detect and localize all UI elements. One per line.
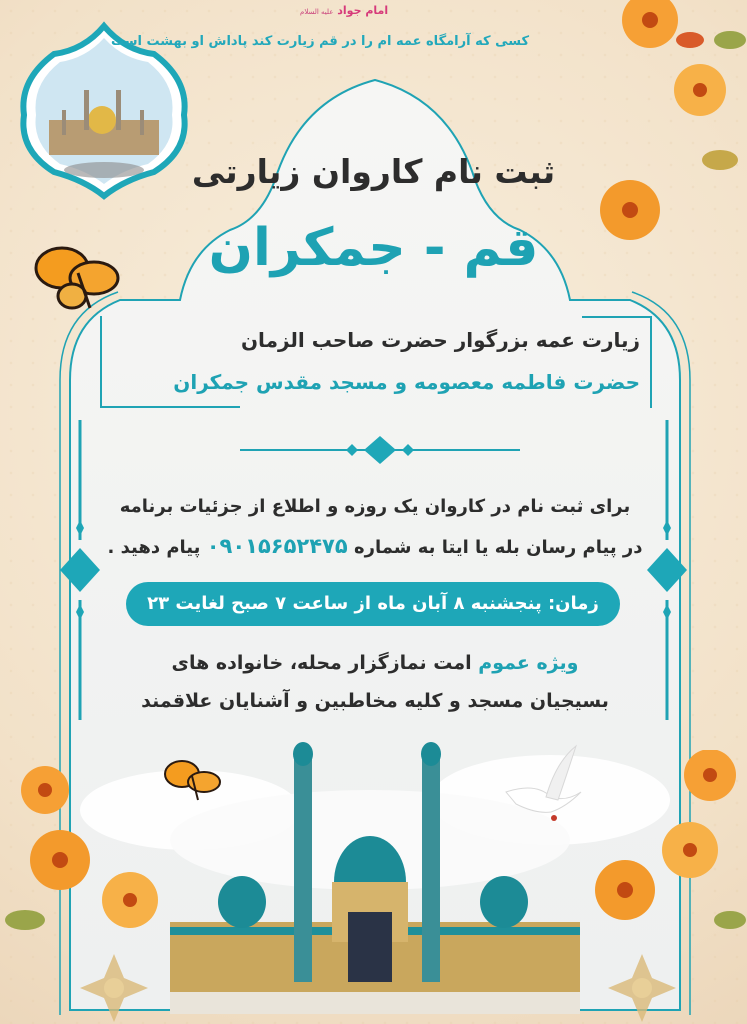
hadith-text: کسی که آرامگاه عمه ام را در قم زیارت کند پاداش او بهشت است — [110, 34, 530, 49]
flower-icon — [0, 760, 180, 960]
ornament-icon — [78, 952, 150, 1024]
ornament-icon — [606, 952, 678, 1024]
title-line2: قم - جمکران — [208, 218, 539, 278]
time-badge: زمان: پنجشنبه ۸ آبان ماه از ساعت ۷ صبح لغایت ۲۳ — [126, 582, 620, 626]
ornament-divider — [240, 436, 520, 464]
audience-line2: بسیجیان مسجد و کلیه مخاطبین و آشنایان علاقمند — [141, 690, 609, 712]
ziarat-line1: زیارت عمه بزرگوار حضرت صاحب الزمان — [240, 328, 640, 352]
imam-name: امام جواد علیه السلام — [300, 4, 389, 17]
phone-number: ۰۹۰۱۵۶۵۲۴۷۵ — [206, 534, 348, 558]
audience-line1: ویژه عموم امت نمازگزار محله، خانواده های — [171, 652, 579, 674]
details-line1: برای ثبت نام در کاروان یک روزه و اطلاع از جزئیات برنامه — [119, 496, 631, 517]
flower-icon — [580, 750, 747, 950]
ziarat-line2: حضرت فاطمه معصومه و مسجد مقدس جمکران — [173, 370, 640, 394]
title-line1: ثبت نام کاروان زیارتی — [191, 152, 556, 191]
details-line2: در پیام رسان بله یا ایتا به شماره ۰۹۰۱۵۶۵۲۴۷۵ پیام دهید . — [107, 534, 643, 558]
mosque-image — [170, 732, 580, 1014]
